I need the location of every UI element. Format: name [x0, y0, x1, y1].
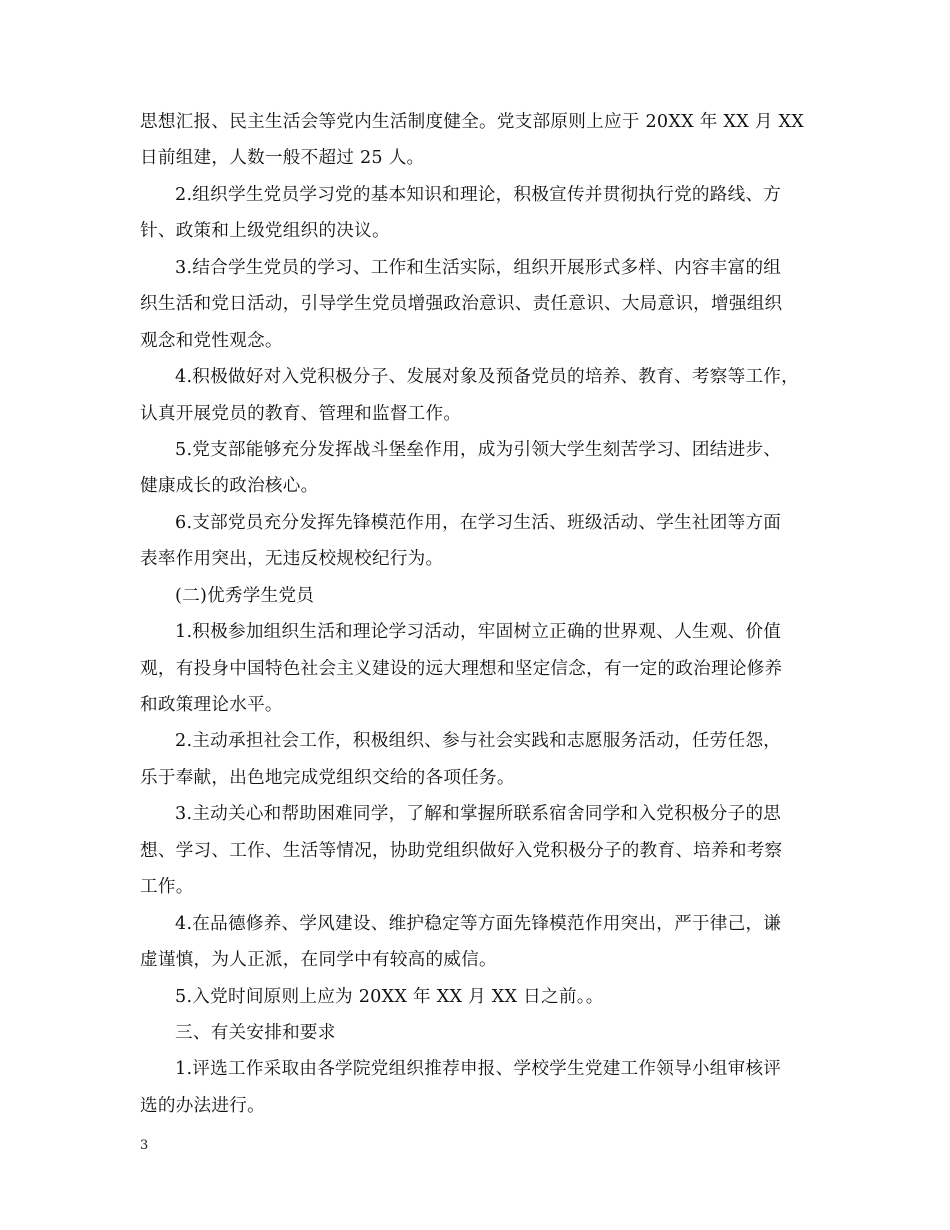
text-line: 三、有关安排和要求 — [175, 1022, 336, 1043]
text-line: 1.评选工作采取由各学院党组织推荐申报、学校学生党建工作领导小组审核评 — [175, 1059, 782, 1080]
text-line: 4.积极做好对入党积极分子、发展对象及预备党员的培养、教育、考察等工作， — [175, 367, 799, 388]
text-line: 5.入党时间原则上应为 20XX 年 XX 月 XX 日之前。。 — [175, 986, 604, 1007]
text-line: 乐于奉献，出色地完成党组织交给的各项任务。 — [140, 767, 515, 788]
document-body — [140, 111, 812, 1131]
text-line: (二)优秀学生党员 — [175, 585, 315, 606]
text-line: 6.支部党员充分发挥先锋模范作用，在学习生活、班级活动、学生社团等方面 — [175, 512, 782, 533]
text-line: 观念和党性观念。 — [140, 330, 283, 351]
text-line: 思想汇报、民主生活会等党内生活制度健全。党支部原则上应于 20XX 年 XX 月 XX — [140, 112, 805, 132]
text-line: 选的办法进行。 — [140, 1095, 265, 1116]
text-line: 1.积极参加组织生活和理论学习活动，牢固树立正确的世界观、人生观、价值 — [175, 622, 782, 643]
text-line: 3.结合学生党员的学习、工作和生活实际，组织开展形式多样、内容丰富的组 — [175, 257, 782, 278]
text-line: 日前组建，人数一般不超过 25 人。 — [140, 148, 425, 169]
text-line: 2.组织学生党员学习党的基本知识和理论，积极宣传并贯彻执行党的路线、方 — [175, 184, 782, 205]
text-line: 健康成长的政治核心。 — [140, 476, 319, 497]
text-line: 织生活和党日活动，引导学生党员增强政治意识、责任意识、大局意识，增强组织 — [140, 294, 783, 315]
text-line: 认真开展党员的教育、管理和监督工作。 — [140, 403, 462, 424]
text-line: 4.在品德修养、学风建设、维护稳定等方面先锋模范作用突出，严于律己，谦 — [175, 913, 782, 934]
text-line: 3.主动关心和帮助困难同学，了解和掌握所联系宿舍同学和入党积极分子的思 — [175, 804, 782, 825]
text-line: 5.党支部能够充分发挥战斗堡垒作用，成为引领大学生刻苦学习、团结进步、 — [175, 439, 782, 460]
text-line: 和政策理论水平。 — [140, 695, 283, 715]
page-number: 3 — [140, 1138, 149, 1153]
text-line: 观，有投身中国特色社会主义建设的远大理想和坚定信念，有一定的政治理论修养 — [140, 658, 783, 679]
text-line: 2.主动承担社会工作，积极组织、参与社会实践和志愿服务活动，任劳任怨， — [175, 731, 782, 752]
text-line: 表率作用突出，无违反校规校纪行为。 — [140, 549, 444, 570]
text-line: 针、政策和上级党组织的决议。 — [140, 221, 390, 242]
text-line: 想、学习、工作、生活等情况，协助党组织做好入党积极分子的教育、培养和考察 — [140, 840, 783, 861]
text-line: 虚谨慎，为人正派，在同学中有较高的威信。 — [140, 950, 497, 971]
text-line: 工作。 — [140, 877, 194, 898]
